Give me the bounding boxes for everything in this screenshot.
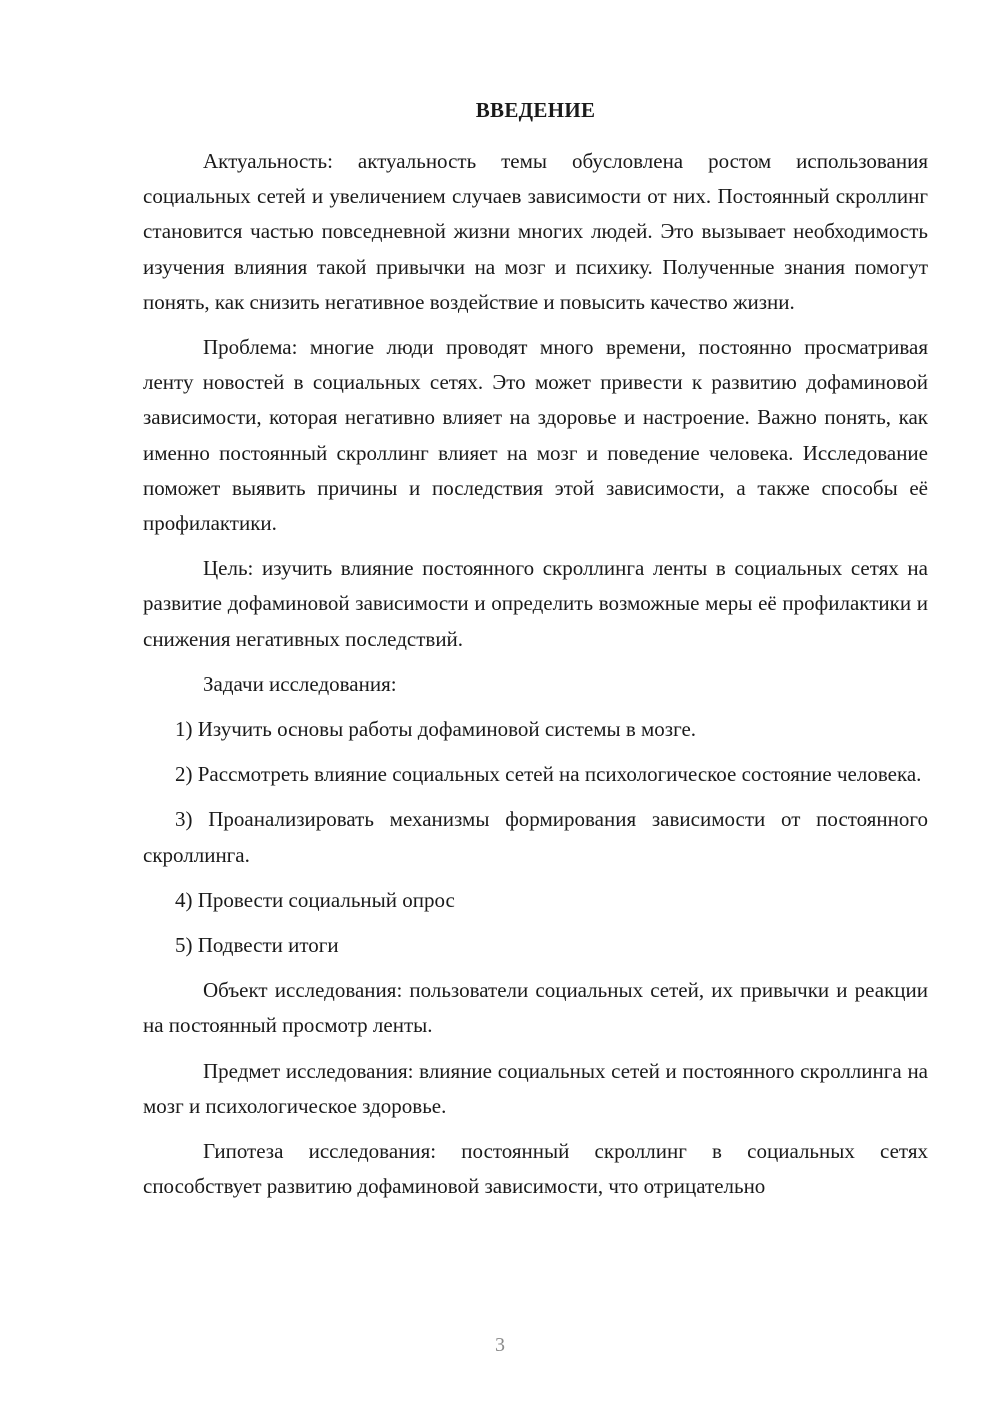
task-item: 3) Проанализировать механизмы формирования зависимости от постоянного скроллинга.: [143, 807, 928, 867]
section-title: ВВЕДЕНИЕ: [475, 98, 596, 122]
goal-paragraph: Цель: изучить влияние постоянного скроллинга ленты в социальных сетях на развитие дофаминовой зависимости и определить возможные меры её профилактики и снижения негативных последствий.: [143, 556, 928, 651]
subject-paragraph: Предмет исследования: влияние социальных сетей и постоянного скроллинга на мозг и психологическое здоровье.: [143, 1058, 928, 1118]
task-item: 1) Изучить основы работы дофаминовой системы в мозге.: [175, 717, 697, 742]
hypothesis-paragraph: Гипотеза исследования: постоянный скроллинг в социальных сетях способствует развитию дофаминовой зависимости, что отрицательно: [143, 1139, 928, 1199]
relevance-paragraph: Актуальность: актуальность темы обусловлена ростом использования социальных сетей и увеличением случаев зависимости от них. Постоянный скроллинг становится частью повседневной жизни многих людей. Это вызывает необходимость изучения влияния такой привычки на мозг и психику. Полученные знания помогут понять, как снизить негативное воздействие и повысить качество жизни.: [143, 149, 928, 314]
object-paragraph: Объект исследования: пользователи социальных сетей, их привычки и реакции на постоянный просмотр ленты.: [143, 978, 928, 1038]
task-item: 5) Подвести итоги: [175, 933, 339, 958]
page-number: 3: [495, 1334, 505, 1356]
problem-paragraph: Проблема: многие люди проводят много времени, постоянно просматривая ленту новостей в социальных сетях. Это может привести к развитию дофаминовой зависимости, которая негативно влияет на здоровье и настроение. Важно понять, как именно постоянный скроллинг влияет на мозг и поведение человека. Исследование поможет выявить причины и последствия этой зависимости, а также способы её профилактики.: [143, 335, 928, 536]
task-item: 4) Провести социальный опрос: [175, 887, 455, 912]
tasks-heading: Задачи исследования:: [203, 671, 397, 696]
task-item: 2) Рассмотреть влияние социальных сетей на психологическое состояние человека.: [175, 762, 922, 787]
page-content: [143, 94, 928, 1214]
